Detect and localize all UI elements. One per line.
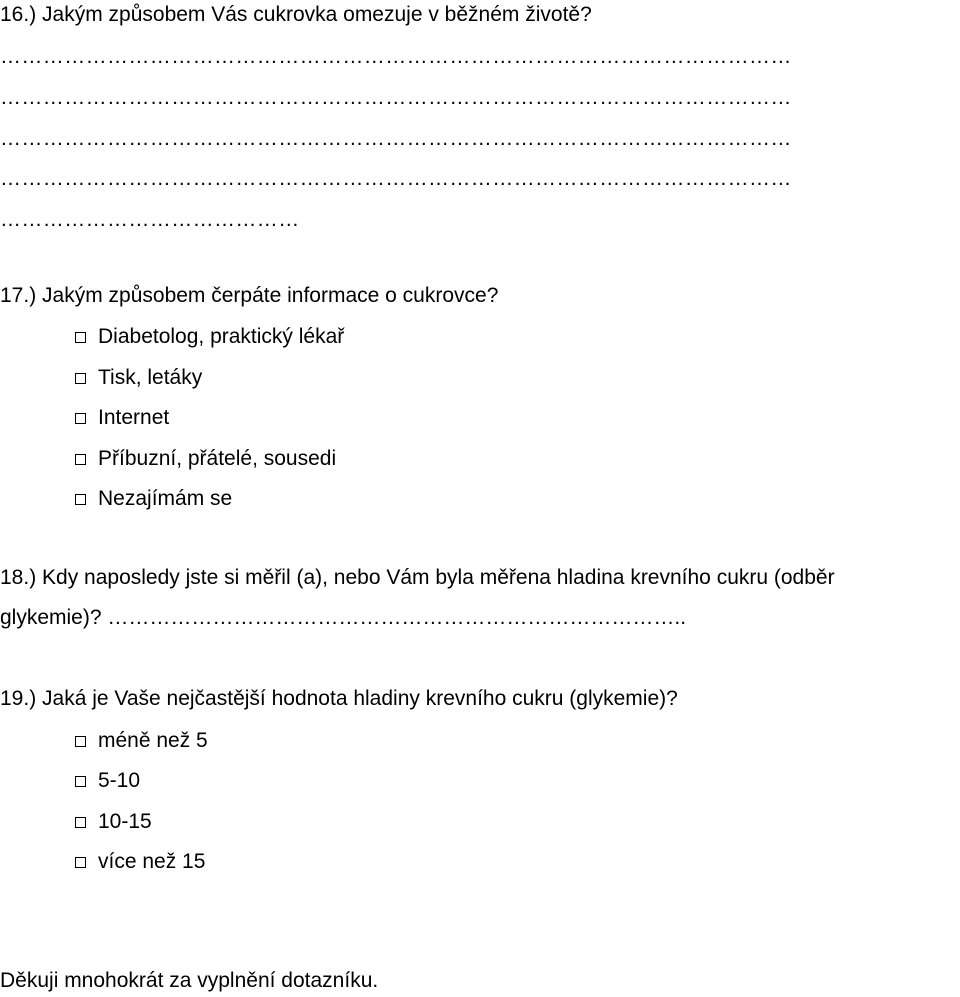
option-label: Příbuzní, přátelé, sousedi [98, 447, 337, 470]
option-label: 5-10 [98, 769, 141, 792]
checkbox[interactable] [75, 413, 86, 424]
answer-line-16-1: ………………………………………………………………………………………………… [0, 45, 792, 68]
option-17-internet[interactable] [72, 406, 169, 430]
closing-thanks: Děkuji mnohokrát za vyplnění dotazníku. [0, 969, 379, 992]
question-19-text: 19.) Jaká je Vaše nejčastější hodnota hladiny krevního cukru (glykemie)? [0, 687, 678, 710]
question-16-text: 16.) Jakým způsobem Vás cukrovka omezuje v běžném životě? [0, 3, 592, 26]
checkbox[interactable] [75, 454, 86, 465]
checkbox[interactable] [75, 373, 86, 384]
checkbox[interactable] [75, 776, 86, 787]
option-label: více než 15 [98, 850, 206, 873]
option-17-diabetolog[interactable] [72, 325, 344, 349]
answer-line-16-2: ………………………………………………………………………………………………… [0, 86, 792, 109]
answer-line-16-3: ………………………………………………………………………………………………… [0, 127, 792, 150]
option-label: Tisk, letáky [98, 366, 203, 389]
option-19-mene-nez-5[interactable] [72, 729, 208, 753]
option-17-pribuzni[interactable] [72, 447, 336, 471]
question-18-answer-line: glykemie)? ……………………………………………………………………….. [0, 606, 687, 629]
checkbox[interactable] [75, 857, 86, 868]
option-19-5-10[interactable] [72, 769, 140, 793]
question-17-text: 17.) Jakým způsobem čerpáte informace o cukrovce? [0, 284, 499, 307]
option-19-vice-nez-15[interactable] [72, 850, 205, 874]
option-label: Internet [98, 406, 170, 429]
checkbox[interactable] [75, 817, 86, 828]
option-19-10-15[interactable] [72, 810, 152, 834]
answer-line-16-5: …………………………………… [0, 208, 300, 231]
checkbox[interactable] [75, 494, 86, 505]
option-label: 10-15 [98, 810, 152, 833]
option-label: Nezajímám se [98, 487, 233, 510]
checkbox[interactable] [75, 736, 86, 747]
option-17-tisk[interactable] [72, 366, 202, 390]
checkbox[interactable] [75, 332, 86, 343]
option-17-nezajimam[interactable] [72, 487, 232, 511]
option-label: méně než 5 [98, 729, 208, 752]
option-label: Diabetolog, praktický lékař [98, 325, 345, 348]
question-18-text: 18.) Kdy naposledy jste si měřil (a), nebo Vám byla měřena hladina krevního cukru (odběr [0, 566, 835, 589]
answer-line-16-4: ………………………………………………………………………………………………… [0, 167, 792, 190]
